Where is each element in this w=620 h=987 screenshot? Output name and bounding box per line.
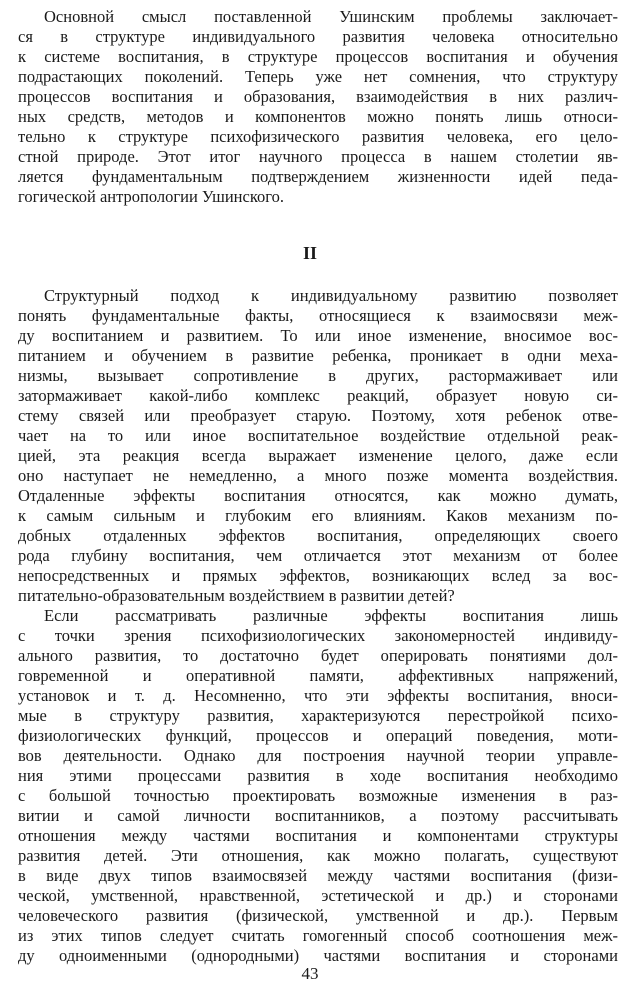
- text-line: ду воспитанием и развитием. То или иное изменение, вносимое вос-: [18, 326, 618, 345]
- text-line: оно наступает не немедленно, а много позже момента воздействия.: [18, 466, 618, 485]
- text-line: в виде двух типов взаимосвязей между частями воспитания (физи-: [18, 866, 618, 885]
- text-line: низмы, вызывает сопротивление в других, растормаживает или: [18, 366, 618, 385]
- text-line: ду одноименными (однородными) частями воспитания и сторонами: [18, 946, 618, 965]
- text-line: тельно к структуре психофизического развития человека, его цело-: [18, 127, 618, 146]
- page-number: 43: [301, 964, 319, 983]
- text-line: вов деятельности. Однако для построения научной теории управле-: [18, 746, 618, 765]
- text-line: ния этими процессами развития в ходе воспитания необходимо: [18, 766, 618, 785]
- text-line: с точки зрения психофизиологических закономерностей индивиду-: [18, 626, 618, 645]
- text-line: питанием и обучением в развитие ребенка, проникает в одни меха-: [18, 346, 618, 365]
- text-line: ального развития, то достаточно будет оперировать понятиями дол-: [18, 646, 618, 665]
- text-line: стной природе. Этот итог научного процесса в нашем столетии яв-: [18, 147, 618, 166]
- text-line: рода глубину воспитания, чем отличается этот механизм от более: [18, 546, 618, 565]
- text-line: затормаживает какой-либо комплекс реакций, образует новую си-: [18, 386, 618, 405]
- text-line: говременной и оперативной памяти, аффективных напряжений,: [18, 666, 618, 685]
- text-line: чает на то или иное воспитательное воздействие отдельной реак-: [18, 426, 618, 445]
- text-line: процессов воспитания и образования, взаимодействия в них различ-: [18, 87, 618, 106]
- text-line: Отдаленные эффекты воспитания относятся, как можно думать,: [18, 486, 618, 505]
- text-line: Основной смысл поставленной Ушинским проблемы заключает-: [44, 7, 618, 26]
- text-line: установок и т. д. Несомненно, что эти эффекты воспитания, вноси-: [18, 686, 618, 705]
- text-line: мые в структуру развития, характеризуются перестройкой психо-: [18, 706, 618, 725]
- text-line: понять фундаментальные факты, относящиеся к взаимосвязи меж-: [18, 306, 618, 325]
- text-line: отношения между частями воспитания и компонентами структуры: [18, 826, 618, 845]
- text-line: витии и самой личности воспитанников, а поэтому рассчитывать: [18, 806, 618, 825]
- text-line: к самым сильным и глубоким его влияниям. Каков механизм по-: [18, 506, 618, 525]
- text-line: подрастающих поколений. Теперь уже нет сомнения, что структуру: [18, 67, 618, 86]
- text-line: стему связей или преобразует старую. Поэтому, хотя ребенок отве-: [18, 406, 618, 425]
- text-line: ся в структуре индивидуального развития человека относительно: [18, 27, 618, 46]
- text-line: человеческого развития (физической, умственной и др.). Первым: [18, 906, 618, 925]
- text-line: развития детей. Эти отношения, как можно полагать, существуют: [18, 846, 618, 865]
- text-line: ческой, умственной, нравственной, эстетической и др.) и сторонами: [18, 886, 618, 905]
- text-line: добных отдаленных эффектов воспитания, определяющих своего: [18, 526, 618, 545]
- text-line: цией, эта реакция всегда выражает изменение целого, даже если: [18, 446, 618, 465]
- text-line: Если рассматривать различные эффекты воспитания лишь: [44, 606, 618, 625]
- text-line: ных средств, методов и компонентов можно понять лишь относи-: [18, 107, 618, 126]
- text-line: ляется фундаментальным подтверждением жизненности идей педа-: [18, 167, 618, 186]
- section-heading: II: [302, 243, 317, 263]
- text-line: гогической антропологии Ушинского.: [18, 187, 284, 206]
- text-line: к системе воспитания, в структуре процессов воспитания и обучения: [18, 47, 618, 66]
- text-line: из этих типов следует считать гомогенный способ соотношения меж-: [18, 926, 618, 945]
- text-line: физиологических функций, процессов и операций поведения, моти-: [18, 726, 618, 745]
- text-line: питательно-образовательным воздействием в развитии детей?: [18, 586, 455, 605]
- text-line: непосредственных и прямых эффектов, возникающих вслед за вос-: [18, 566, 618, 585]
- text-line: Структурный подход к индивидуальному развитию позволяет: [44, 286, 618, 305]
- text-line: с большой точностью проектировать возможные изменения в раз-: [18, 786, 618, 805]
